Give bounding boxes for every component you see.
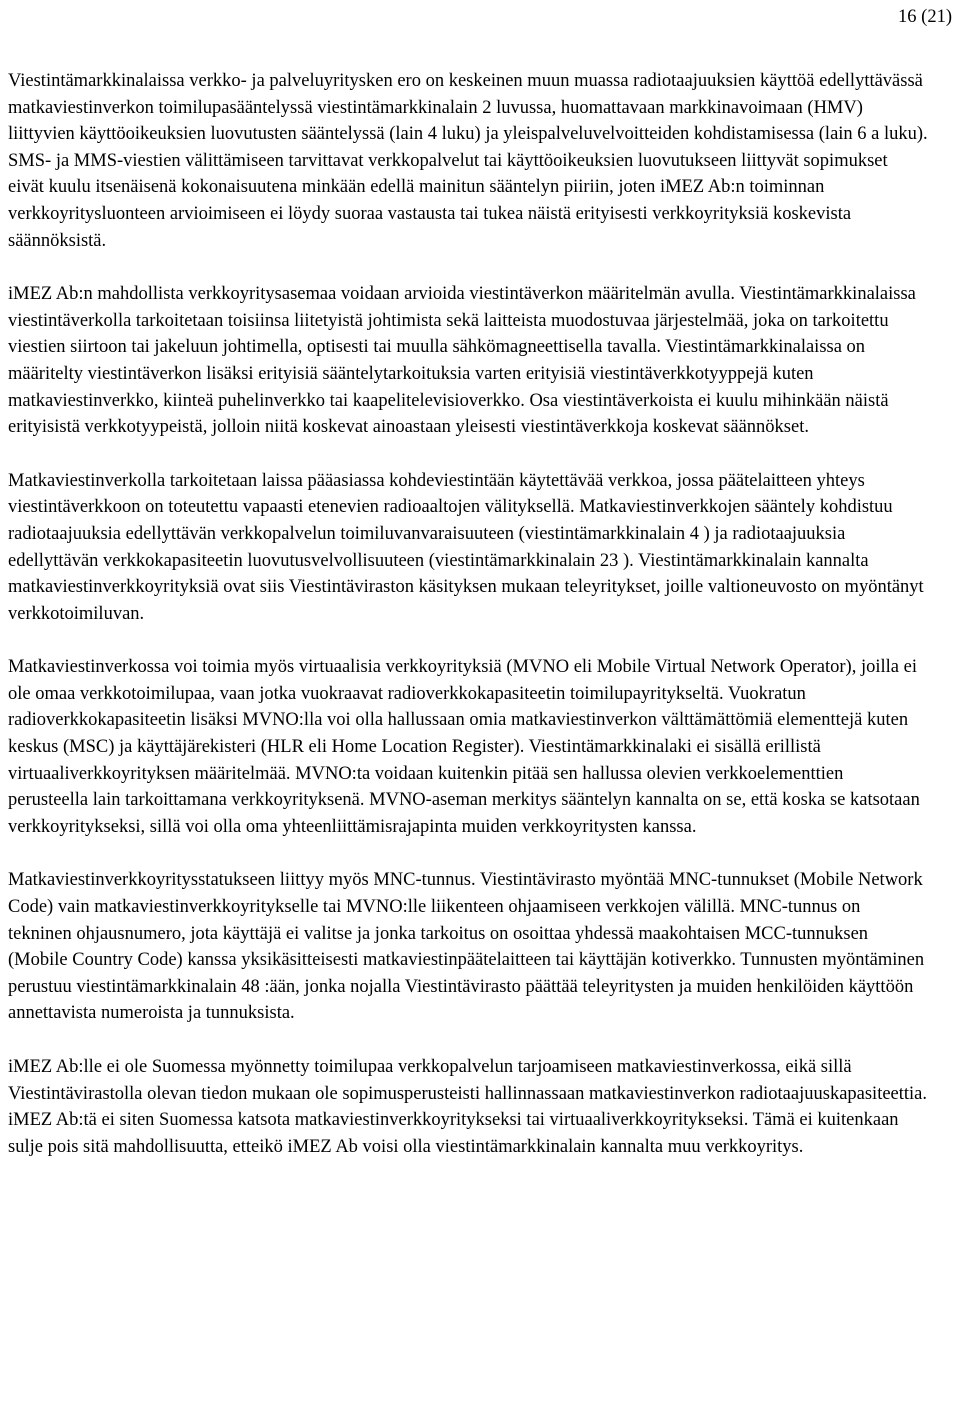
paragraph-network-vs-service-company: Viestintämarkkinalaissa verkko- ja palveluyritysken ero on keskeinen muun muassa radiotaajuuksien käyttöä edellyttävässä matkaviestinverkon toimilupasääntelyssä viestintämarkkinalain 2 luvussa, huomattavaan markkinavoimaan (HMV) liittyvien käyttöoikeuksien luovutusten sääntelyssä (lain 4 luku) ja yleispalveluvelvoitteiden kohdistamisessa (lain 6 a luku). SMS- ja MMS-viestien välittämiseen tarvittavat verkkopalvelut tai käyttöoikeuksien luovutukseen liittyvät sopimukset eivät kuulu itsenäisenä kokonaisuutena minkään edellä mainitun sääntelyn piiriin, joten iMEZ Ab:n toiminnan verkkoyritysluonteen arvioimiseen ei löydy suoraa vastausta tai tukea näistä erityisesti verkkoyrityksiä koskevista säännöksistä. bbox=[8, 71, 928, 251]
page-number: 16 (21) bbox=[898, 7, 952, 27]
paragraph-mvno: Matkaviestinverkossa voi toimia myös virtuaalisia verkkoyrityksiä (MVNO eli Mobile Virtual Network Operator), joilla ei ole omaa verkkotoimilupaa, vaan jotka vuokraavat radioverkkokapasiteetin toimilupayritykseltä. Vuokratun radioverkkokapasiteetin lisäksi MVNO:lla voi olla hallussaan omia matkaviestinverkon välttämättömiä elementtejä kuten keskus (MSC) ja käyttäjärekisteri (HLR eli Home Location Register). Viestintämarkkinalaki ei sisällä erillistä virtuaaliverkkoyrityksen määritelmää. MVNO:ta voidaan kuitenkin pitää sen hallussa olevien verkkoelementtien perusteella lain tarkoittamana verkkoyrityksenä. MVNO-aseman merkitys sääntelyn kannalta on se, että koska se katsotaan verkkoyritykseksi, sillä voi olla oma yhteenliittämisrajapinta muiden verkkoyritysten kanssa. bbox=[8, 657, 920, 837]
paragraph-mobile-network-definition: Matkaviestinverkolla tarkoitetaan laissa pääasiassa kohdeviestintään käytettävää verkkoa, jossa päätelaitteen yhteys viestintäverkkoon on toteutettu vapaasti etenevien radioaaltojen välityksellä. Matkaviestinverkkojen sääntely kohdistuu radiotaajuuksia edellyttävän verkkopalvelun toimiluvanvaraisuuteen (viestintämarkkinalain 4 ) ja radiotaajuuksia edellyttävän verkkokapasiteetin luovutusvelvollisuuteen (viestintämarkkinalain 23 ). Viestintämarkkinalain kannalta matkaviestinverkkoyrityksiä ovat siis Viestintäviraston käsityksen mukaan teleyritykset, joille valtioneuvosto on myöntänyt verkkotoimiluvan. bbox=[8, 470, 924, 624]
paragraph-imez-conclusion: iMEZ Ab:lle ei ole Suomessa myönnetty toimilupaa verkkopalvelun tarjoamiseen matkaviestinverkossa, eikä sillä Viestintävirastolla olevan tiedon mukaan ole sopimusperusteisti hallinnassaan matkaviestinverkon radiotaajuuskapasiteettia. iMEZ Ab:tä ei siten Suomessa katsota matkaviestinverkkoyritykseksi tai virtuaaliverkkoyritykseksi. Tämä ei kuitenkaan sulje pois sitä mahdollisuutta, etteikö iMEZ Ab voisi olla viestintämarkkinalain kannalta muu verkkoyritys. bbox=[8, 1057, 928, 1157]
paragraph-communications-network-definition: iMEZ Ab:n mahdollista verkkoyritysasemaa voidaan arvioida viestintäverkon määritelmän avulla. Viestintämarkkinalaissa viestintäverkolla tarkoitetaan toisiinsa liitetyistä johtimista sekä laitteista muodostuvaa järjestelmää, joka on tarkoitettu viestien siirtoon tai jakeluun johtimella, optisesti tai muulla sähkömagneettisella tavalla. Viestintämarkkinalaissa on määritelty viestintäverkon lisäksi erityisiä sääntelytarkoituksia varten erityisiä viestintäverkkotyyppejä kuten matkaviestinverkko, kiinteä puhelinverkko tai kaapelitelevisioverkko. Osa viestintäverkoista ei kuulu mihinkään näistä erityisistä verkkotyypeistä, jolloin niitä koskevat ainoastaan yleisesti viestintäverkkoja koskevat säännökset. bbox=[8, 284, 916, 438]
document-body bbox=[8, 68, 928, 1187]
paragraph-mnc-code: Matkaviestinverkkoyritysstatukseen liittyy myös MNC-tunnus. Viestintävirasto myöntää MNC-tunnukset (Mobile Network Code) vain matkaviestinverkkoyritykselle tai MVNO:lle liikenteen ohjaamiseen verkkojen välillä. MNC-tunnus on tekninen ohjausnumero, jota käyttäjä ei valitse ja jonka tarkoitus on osoittaa yhdessä maakohtaisen MCC-tunnuksen (Mobile Country Code) kanssa yksikäsitteisesti matkaviestinpäätelaitteen tai käyttäjän kotiverkko. Tunnusten myöntäminen perustuu viestintämarkkinalain 48 :ään, jonka nojalla Viestintävirasto päättää teleyritysten ja muiden henkilöiden käyttöön annettavista numeroista ja tunnuksista. bbox=[8, 870, 925, 1024]
